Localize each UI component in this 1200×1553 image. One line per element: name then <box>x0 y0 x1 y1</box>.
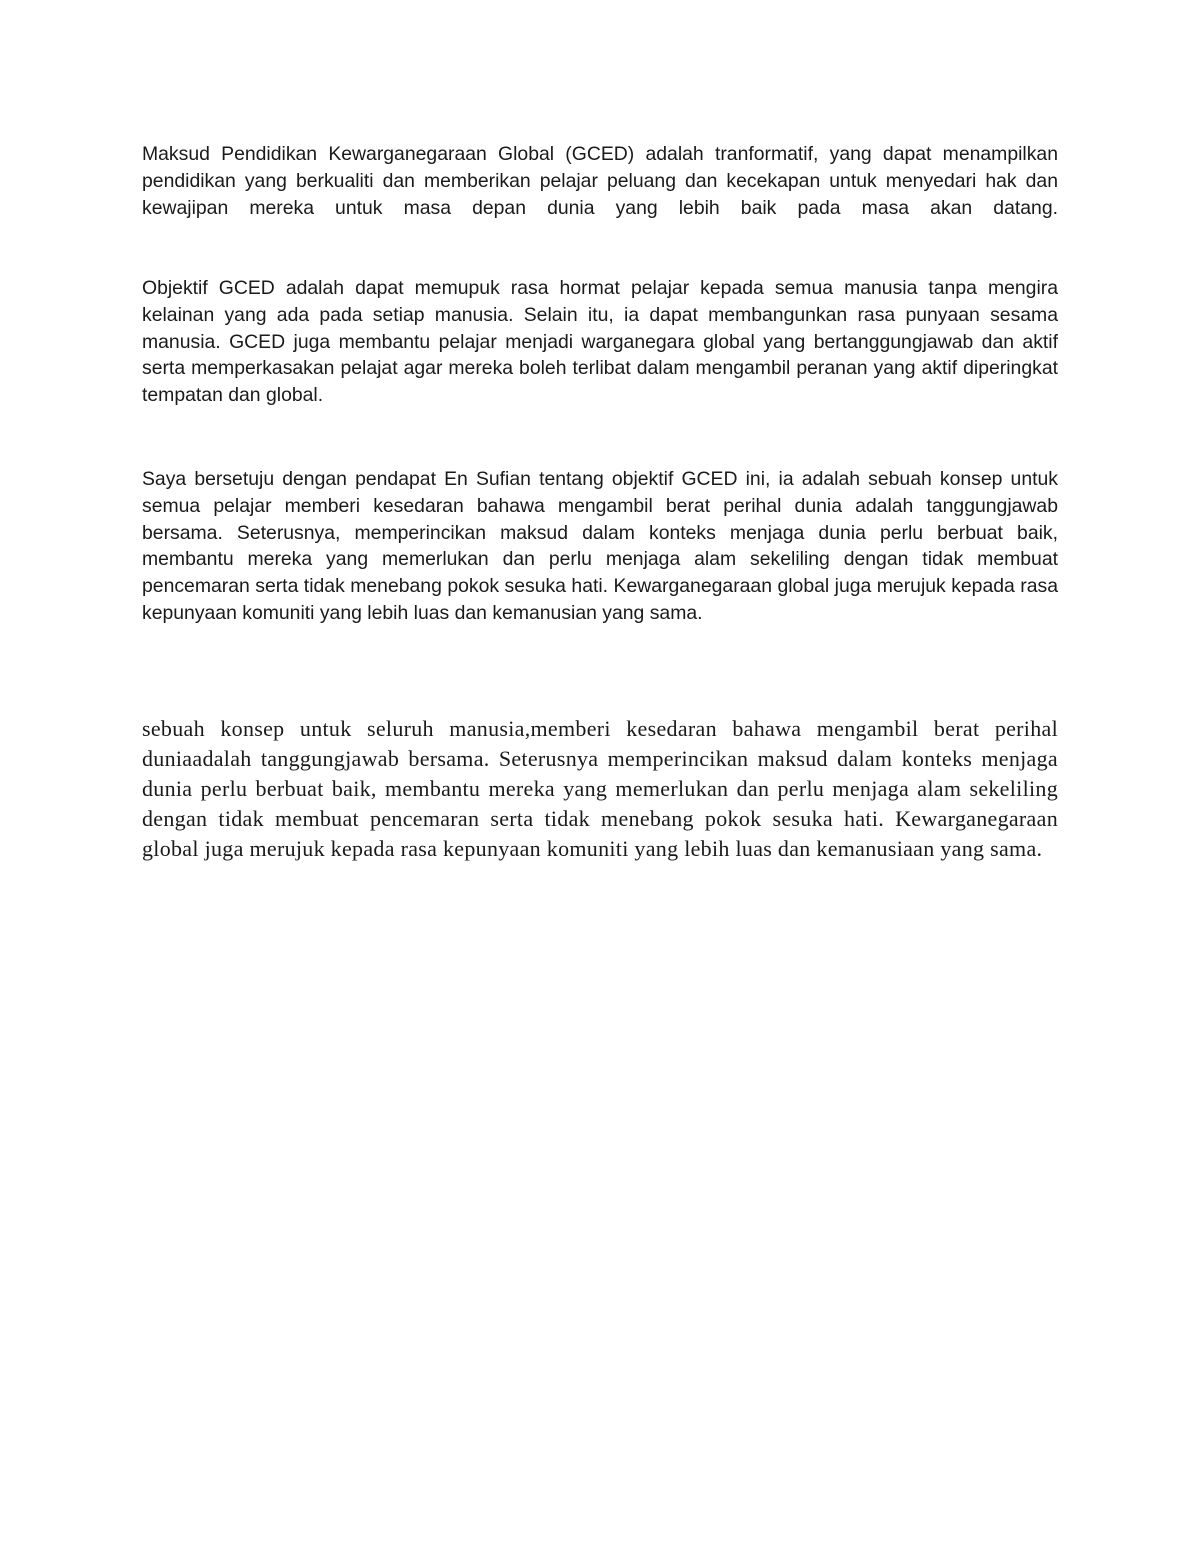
paragraph-opinion: Saya bersetuju dengan pendapat En Sufian tentang objektif GCED ini, ia adalah sebuah konsep untuk semua pelajar memberi kesedaran bahawa mengambil berat perihal dunia adalah tanggungjawab bersama. Seterusnya, memperincikan maksud dalam konteks menjaga dunia perlu berbuat baik, membantu mereka yang memerlukan dan perlu menjaga alam sekeliling dengan tidak membuat pencemaran serta tidak menebang pokok sesuka hati. Kewarganegaraan global juga merujuk kepada rasa kepunyaan komuniti yang lebih luas dan kemanusian yang sama. <box>142 468 1058 624</box>
paragraph-gced-definition: Maksud Pendidikan Kewarganegaraan Global (GCED) adalah tranformatif, yang dapat menampilkan pendidikan yang berkualiti dan memberikan pelajar peluang dan kecekapan untuk menyedari hak dan kewajipan mereka untuk masa depan dunia yang lebih baik pada masa akan datang. <box>142 143 1058 219</box>
paragraph-pasted-excerpt: sebuah konsep untuk seluruh manusia,memberi kesedaran bahawa mengambil berat perihal duniaadalah tanggungjawab bersama. Seterusnya memperincikan maksud dalam konteks menjaga dunia perlu berbuat baik, membantu mereka yang memerlukan dan perlu menjaga alam sekeliling dengan tidak membuat pencemaran serta tidak menebang pokok sesuka hati. Kewarganegaraan global juga merujuk kepada rasa kepunyaan komuniti yang lebih luas dan kemanusiaan yang sama. <box>142 716 1058 861</box>
paragraph-gced-objective: Objektif GCED adalah dapat memupuk rasa hormat pelajar kepada semua manusia tanpa mengira kelainan yang ada pada setiap manusia. Selain itu, ia dapat membangunkan rasa punyaan sesama manusia. GCED juga membantu pelajar menjadi warganegara global yang bertanggungjawab dan aktif serta memperkasakan pelajat agar mereka boleh terlibat dalam mengambil peranan yang aktif diperingkat tempatan dan global. <box>142 277 1058 407</box>
